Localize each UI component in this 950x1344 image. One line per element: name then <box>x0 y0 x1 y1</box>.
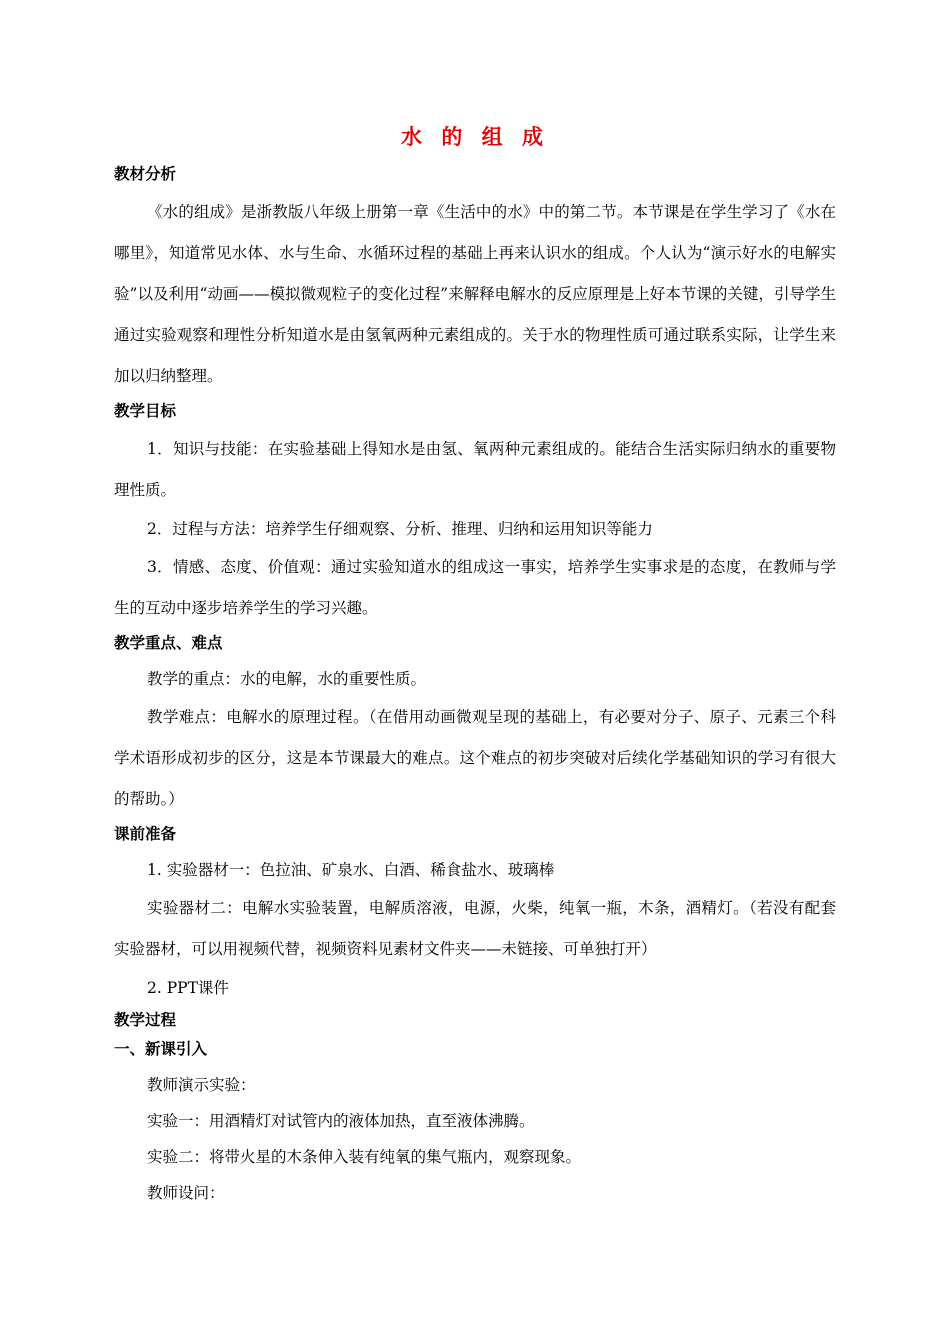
process-line-4: 教师设问： <box>147 1184 225 1202</box>
goal-item-2: 2．过程与方法：培养学生仔细观察、分析、推理、归纳和运用知识等能力 <box>147 520 653 538</box>
teaching-difficulty: 教学难点：电解水的原理过程。（在借用动画微观呈现的基础上，有必要对分子、原子、元素三个科学术语形成初步的区分，这是本节课最大的难点。这个难点的初步突破对后续化学基础知识的学习有很大的帮助。） <box>114 708 836 808</box>
process-line-3: 实验二：将带火星的木条伸入装有纯氧的集气瓶内，观察现象。 <box>147 1148 582 1166</box>
goal-item-3: 3．情感、态度、价值观：通过实验知道水的组成这一事实，培养学生实事求是的态度，在教师与学生的互动中逐步培养学生的学习兴趣。 <box>114 558 836 617</box>
goal-item-1: 1．知识与技能：在实验基础上得知水是由氢、氧两种元素组成的。能结合生活实际归纳水的重要物理性质。 <box>114 440 836 499</box>
section-heading-keypoints: 教学重点、难点 <box>114 634 223 652</box>
analysis-paragraph: 《水的组成》是浙教版八年级上册第一章《生活中的水》中的第二节。本节课是在学生学习了《水在哪里》，知道常见水体、水与生命、水循环过程的基础上再来认识水的组成。个人认为“演示好水的电解实验”以及利用“动画——模拟微观粒子的变化过程”来解释电解水的反应原理是上好本节课的关键，引导学生通过实验观察和理性分析知道水是由氢氧两种元素组成的。关于水的物理性质可通过联系实际，让学生来加以归纳整理。 <box>114 203 836 385</box>
prep-item-1b: 实验器材二：电解水实验装置，电解质溶液，电源，火柴，纯氧一瓶，木条，酒精灯。（若没有配套实验器材，可以用视频代替，视频资料见素材文件夹——未链接、可单独打开） <box>114 899 836 958</box>
process-line-2: 实验一：用酒精灯对试管内的液体加热，直至液体沸腾。 <box>147 1112 535 1130</box>
section-heading-preparation: 课前准备 <box>114 825 177 843</box>
prep-item-1: 1. 实验器材一：色拉油、矿泉水、白酒、稀食盐水、玻璃棒 <box>147 861 555 879</box>
process-line-1: 教师演示实验： <box>147 1076 256 1094</box>
subsection-heading-intro: 一、新课引入 <box>114 1040 208 1058</box>
prep-item-2: 2. PPT课件 <box>147 979 229 997</box>
section-heading-analysis: 教材分析 <box>114 165 177 183</box>
section-heading-goals: 教学目标 <box>114 402 177 420</box>
teaching-focus: 教学的重点：水的电解，水的重要性质。 <box>147 670 427 688</box>
page-title: 水 的 组 成 <box>401 125 549 149</box>
document-body <box>114 160 836 1211</box>
section-heading-process: 教学过程 <box>114 1011 177 1029</box>
